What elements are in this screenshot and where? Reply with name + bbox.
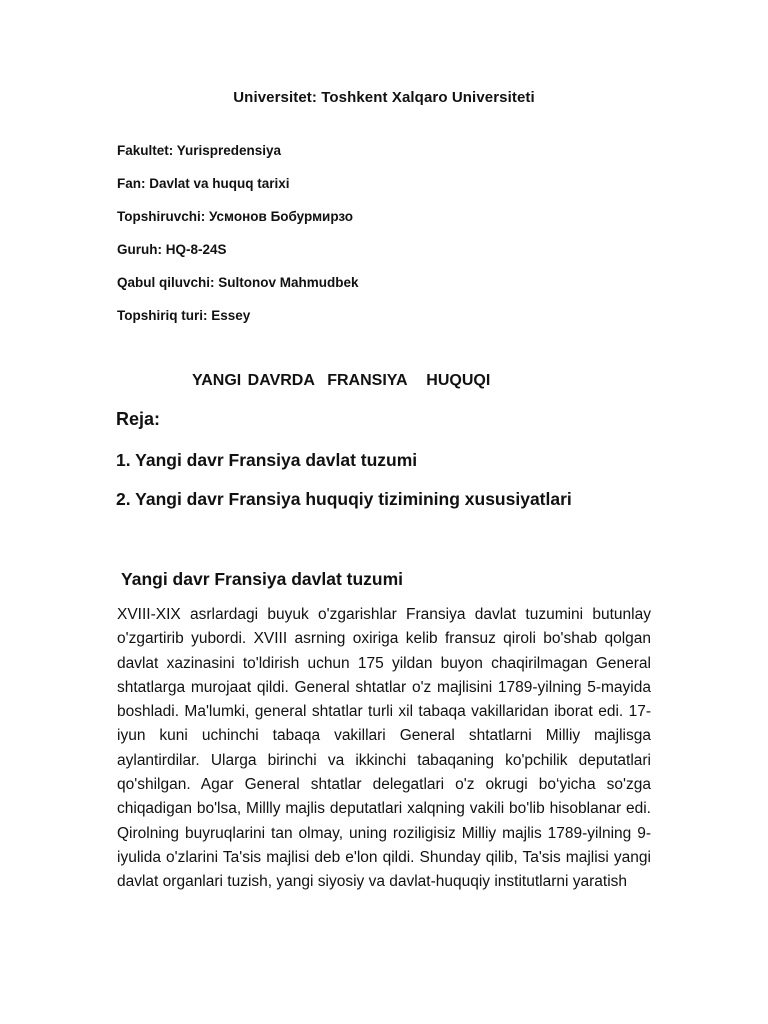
- faculty-line: Fakultet: Yurispredensiya: [117, 143, 282, 158]
- university-line: Universitet: Toshkent Xalqaro Universiteti: [233, 89, 535, 106]
- document-title: YANGI DAVRDA FRANSIYA HUQUQI: [192, 372, 491, 389]
- task-type-line: Topshiriq turi: Essey: [117, 308, 251, 323]
- section-heading: Yangi davr Fransiya davlat tuzumi: [121, 569, 404, 589]
- receiver-line: Qabul qiluvchi: Sultonov Mahmudbek: [117, 275, 359, 290]
- plan-heading: Reja:: [116, 409, 161, 429]
- plan-item: 1. Yangi davr Fransiya davlat tuzumi: [116, 450, 418, 470]
- info-block: [117, 142, 359, 340]
- submitter-line: Topshiruvchi: Усмонов Бобурмирзо: [117, 209, 354, 224]
- group-line: Guruh: HQ-8-24S: [117, 242, 227, 257]
- subject-line: Fan: Davlat va huquq tarixi: [117, 176, 290, 191]
- plan-list: [116, 449, 572, 527]
- body-paragraph: XVIII-XIX asrlardagi buyuk o'zgarishlar Fransiya davlat tuzumini butunlay o'zgartirib yubordi. XVIII asrning oxiriga kelib fransuz qiroli bo'shab qolgan davlat xazinasini to'ldirish uchun 175 yildan buyon chaqirilmagan General shtatlarga murojaat qildi. General shtatlar o'z majlisini 1789-yilning 5-mayida boshladi. Ma'lumki, general shtatlar turli xil tabaqa vakillaridan iborat edi. 17-iyun kuni uchinchi tabaqa vakillari General shtatlarni Milliy majlisga aylantirdilar. Ularga birinchi va ikkinchi tabaqaning ko'pchilik deputatlari qo'shilgan. Agar General shtatlar delegatlari o'z okrugi bo‘yicha so'zga chiqadigan bo'lsa, Millly majlis deputatlari xalqning vakili bo'lib hisoblanar edi. Qirolning buyruqlarini tan olmay, uning roziligisiz Milliy majlis 1789-yilning 9-iyulida o'zlarini Ta'sis majlisi deb e'lon qildi. Shunday qilib, Ta'sis majlisi yangi davlat organlari tuzish, yangi siyosiy va davlat-huquqiy institutlarni yaratish: [117, 606, 651, 891]
- plan-item: 2. Yangi davr Fransiya huquqiy tizimining xususiyatlari: [116, 489, 572, 509]
